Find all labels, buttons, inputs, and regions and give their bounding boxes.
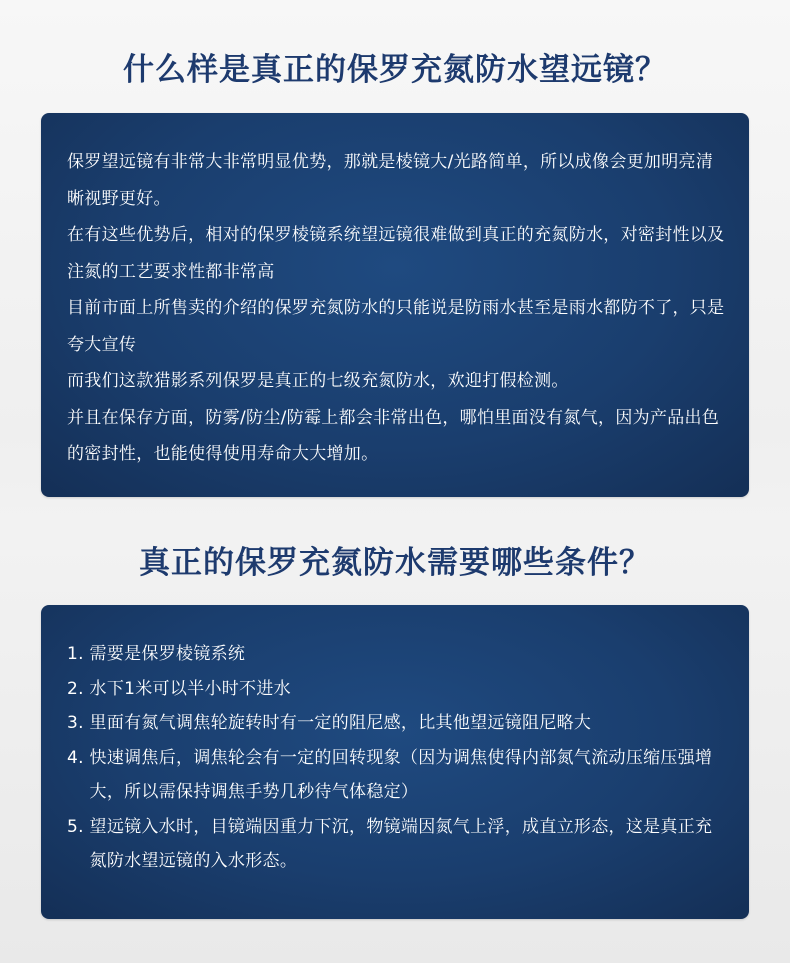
info-panel-conditions [41, 605, 749, 919]
list-item-text: 需要是保罗棱镜系统 [89, 644, 246, 664]
paragraph-our-product: 而我们这款猎影系列保罗是真正的七级充氮防水，欢迎打假检测。 [67, 371, 569, 391]
paragraph-porro-advantage: 保罗望远镜有非常大非常明显优势，那就是棱镜大/光路简单，所以成像会更加明亮清晰视野更好。 [67, 152, 714, 209]
list-item-text: 望远镜入水时，目镜端因重力下沉，物镜端因氮气上浮，成直立形态，这是真正充氮防水望远镜的入水形态。 [89, 816, 713, 871]
section-title-what-is-true-porro: 什么样是真正的保罗充氮防水望远镜？ [123, 52, 667, 88]
list-item-text: 水下1米可以半小时不进水 [89, 678, 291, 699]
list-item [67, 672, 725, 707]
list-item [67, 810, 725, 879]
list-item-number: 5. [67, 816, 90, 837]
list-item [67, 741, 725, 810]
paragraph-sealing-difficulty: 在有这些优势后，相对的保罗棱镜系统望远镜很难做到真正的充氮防水，对密封性以及注氮的工艺要求性都非常高 [67, 225, 725, 282]
section-title-conditions: 真正的保罗充氮防水需要哪些条件？ [139, 545, 651, 581]
list-item-number: 2. [67, 678, 90, 699]
paragraph-market-claims: 目前市面上所售卖的介绍的保罗充氮防水的只能说是防雨水甚至是雨水都防不了，只是夸大宣传 [67, 298, 725, 355]
paragraph-storage-benefits: 并且在保存方面，防雾/防尘/防霉上都会非常出色，哪怕里面没有氮气，因为产品出色的密封性，也能使得使用寿命大大增加。 [67, 407, 720, 464]
list-item [67, 637, 725, 672]
list-item-number: 1. [67, 644, 90, 664]
list-item [67, 706, 725, 741]
list-item-text: 快速调焦后，调焦轮会有一定的回转现象（因为调焦使得内部氮气流动压缩压强增大，所以需保持调焦手势几秒待气体稳定） [89, 747, 713, 802]
list-item-number: 3. [67, 713, 90, 733]
list-item-number: 4. [67, 747, 90, 768]
list-item-text: 里面有氮气调焦轮旋转时有一定的阻尼感，比其他望远镜阻尼略大 [89, 713, 592, 733]
info-panel-advantages [41, 113, 749, 497]
